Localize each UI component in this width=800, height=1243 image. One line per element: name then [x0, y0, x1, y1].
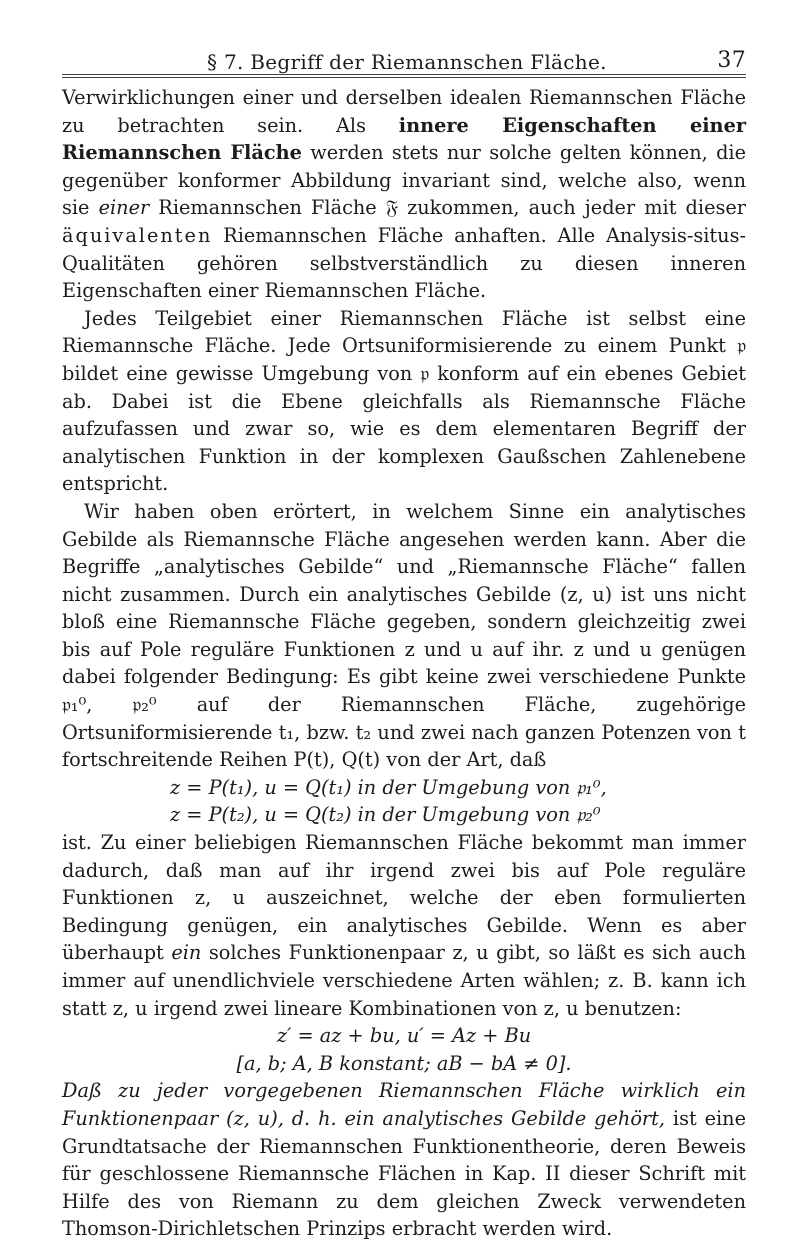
- formula-2: z = P(t₂), u = Q(t₂) in der Umgebung von 𝔭₂⁰: [170, 803, 601, 827]
- paragraph-5-emphasis: Daß zu jeder vorgegebenen Riemannschen Fläche wirklich ein Funktionenpaar (z, u), d. h. ein analytisches Gebilde gehört,: [62, 1079, 746, 1130]
- paragraph-1: [62, 84, 746, 305]
- book-page: [62, 40, 746, 1243]
- paragraph-1-emphasis: einer: [98, 196, 150, 220]
- paragraph-1-text-b: werden stets nur solche gelten können, die gegenüber konformer Abbildung invariant sind, welche also, wenn sie: [62, 141, 746, 220]
- formula-4: [a, b; A, B konstant; aB − bA ≠ 0].: [236, 1051, 572, 1075]
- paragraph-5-text: ist eine Grundtatsache der Riemannschen Funktionentheorie, deren Beweis für geschlossene Riemannsche Flächen in Kap. II dieser Schrift mit Hilfe des von Riemann zu dem gleichen Zweck verwendeten Thomson-Dirichletschen Prinzips erbracht werden wird.: [62, 1106, 746, 1241]
- paragraph-4-text-b: solches Funktionenpaar z, u gibt, so läßt es sich auch immer auf unendlichviele verschiedene Arten wählen; z. B. kann ich statt z, u irgend zwei lineare Kombinationen von z, u benutzen:: [62, 941, 746, 1020]
- paragraph-2: Jedes Teilgebiet einer Riemannschen Fläche ist selbst eine Riemannsche Fläche. Jede Ortsuniformisierende zu einem Punkt 𝔭 bildet eine gewisse Umgebung von 𝔭 konform auf ein ebenes Gebiet ab. Dabei ist die Ebene gleichfalls als Riemannsche Fläche aufzufassen und zwar so, wie es dem elementaren Begriff der analytischen Funktion in der komplexen Gaußschen Zahlenebene entspricht.: [62, 306, 746, 496]
- formula-1: z = P(t₁), u = Q(t₁) in der Umgebung von 𝔭₁⁰,: [170, 775, 607, 799]
- paragraph-1-spaced: äquivalenten: [62, 223, 213, 247]
- section-title: § 7. Begriff der Riemannschen Fläche.: [207, 50, 607, 74]
- paragraph-4-text-a: ist. Zu einer beliebigen Riemannschen Fläche bekommt man immer dadurch, daß man auf ihr irgend zwei bis auf Pole reguläre Funktionen z, u auszeichnet, welche der eben formulierten Bedingung genügen, ein analytisches Gebilde. Wenn es aber überhaupt: [62, 831, 746, 965]
- paragraph-3: Wir haben oben erörtert, in welchem Sinne ein analytisches Gebilde als Riemannsche Fläche angesehen werden kann. Aber die Begriffe „analytisches Gebilde“ und „Riemannsche Fläche“ fallen nicht zusammen. Durch ein analytisches Gebilde (z, u) ist uns nicht bloß eine Riemannsche Fläche gegeben, sondern gleichzeitig zwei bis auf Pole reguläre Funktionen z und u auf ihr. z und u genügen dabei folgender Bedingung: Es gibt keine zwei verschiedene Punkte 𝔭₁⁰, 𝔭₂⁰ auf der Riemannschen Fläche, zugehörige Ortsuniformisierende t₁, bzw. t₂ und zwei nach ganzen Potenzen von t fortschreitende Reihen P(t), Q(t) von der Art, daß: [62, 499, 746, 772]
- running-head: [62, 40, 746, 74]
- paragraph-1-bold: innere Eigenschaften einer Riemannschen Fläche: [62, 113, 746, 165]
- body-text: [62, 84, 746, 1243]
- paragraph-1-text-c: Riemannschen Fläche 𝔉 zukommen, auch jeder mit dieser: [149, 196, 747, 220]
- paragraph-4-emphasis: ein: [171, 941, 202, 965]
- page-number: 37: [717, 48, 746, 73]
- paragraph-5: [62, 1077, 746, 1243]
- paragraph-1-text-a: Verwirklichungen einer und derselben idealen Riemannschen Fläche zu betrachten sein. Als: [62, 86, 746, 137]
- paragraph-4: [62, 829, 746, 1022]
- formula-3: z′ = az + bu, u′ = Az + Bu: [276, 1024, 532, 1048]
- header-rule: [62, 74, 746, 78]
- paragraph-1-text-d: Riemannschen Fläche anhaften. Alle Analysis-situs-Qualitäten gehören selbstverständlich zu diesen inneren Eigenschaften einer Riemannschen Fläche.: [62, 223, 746, 303]
